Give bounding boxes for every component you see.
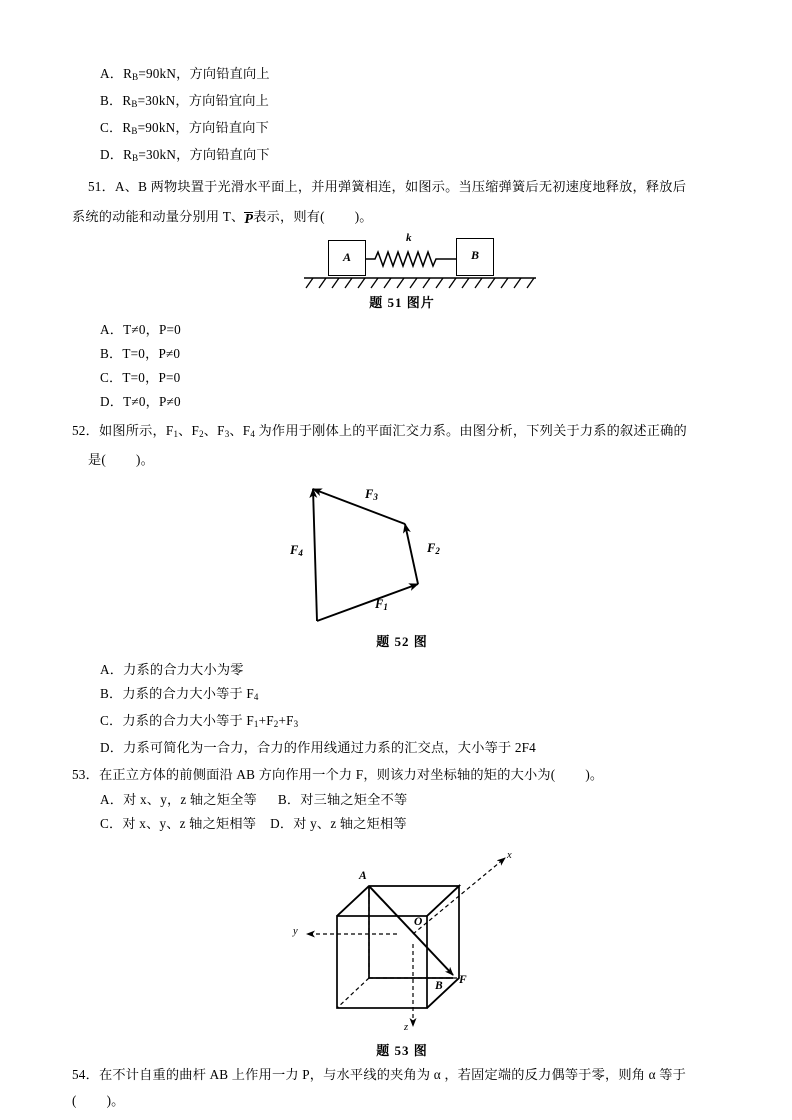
figure-51-caption: 题 51 图片: [369, 295, 435, 310]
option-a: [72, 658, 732, 682]
q52-sub-4: 4: [250, 429, 256, 439]
figure-52-caption: 题 52 图: [376, 634, 428, 649]
option-label: A．: [100, 792, 124, 807]
q53-options-row1: [72, 788, 732, 812]
axis-label-x: x: [507, 850, 512, 861]
block-b: B: [456, 238, 494, 276]
option-text: 力系的合力大小为零: [123, 662, 244, 677]
force-label-f4: $F_4$: [290, 543, 303, 558]
option-c: [72, 366, 732, 390]
option-d: [72, 736, 732, 760]
option-label: C．: [100, 120, 123, 135]
q50-options: [72, 62, 732, 170]
q53-number: 53．: [72, 767, 99, 782]
point-label-b: B: [435, 980, 443, 992]
option-c: [72, 116, 732, 143]
force-label-f2: $F_2$: [427, 541, 440, 556]
option-sub: 4: [253, 692, 259, 702]
option-label: C．: [100, 713, 123, 728]
figure-53: [72, 844, 732, 1056]
page-content: [72, 62, 732, 1114]
q52-stem-line2: [72, 447, 732, 473]
q53-stem: [72, 762, 732, 788]
q53-text: 在正立方体的前侧面沿 AB 方向作用一个力 F，则该力对坐标轴的矩的大小为(: [98, 767, 556, 782]
q52-text-f: 是(: [88, 452, 106, 467]
option-a: [72, 318, 732, 342]
option-label: D．: [100, 147, 124, 162]
q52-sub-3: 3: [224, 429, 230, 439]
option-text: 对 y、z 轴之矩相等: [293, 816, 407, 831]
q51-stem-line2: [72, 200, 732, 234]
figure-51: [72, 234, 732, 312]
option-text: T=0，P=0: [122, 370, 181, 385]
q53-text-tail: )。: [585, 767, 604, 782]
figure-51-stage: [304, 234, 544, 292]
q51-stem-line1: [72, 174, 732, 200]
option-sub: 1: [253, 719, 259, 729]
option-text: 力系的合力大小等于 F: [122, 686, 254, 701]
option-text: $R_B=90kN$，方向铅直向上: [123, 66, 270, 82]
option-label: D．: [100, 740, 124, 755]
option-text: $R_B=30kN$，方向铅直向下: [123, 147, 270, 163]
q52-number: 52．: [72, 423, 99, 438]
option-text: $R_B=90kN$，方向铅直向下: [122, 120, 270, 136]
force-label-f3: $F_3$: [365, 487, 378, 502]
q54-stem-line2: [72, 1088, 732, 1114]
option-text: T=0，P≠0: [122, 346, 181, 361]
option-label: B．: [100, 346, 123, 361]
option-d: [72, 390, 732, 414]
option-label: D．: [270, 816, 294, 831]
option-label: A．: [100, 662, 124, 677]
force-label-f1: $F_1$: [375, 597, 388, 612]
option-c: [72, 709, 732, 736]
option-text: 力系可简化为一合力，合力的作用线通过力系的汇交点，大小等于 2F4: [123, 740, 536, 755]
option-tail: $+F_2+F_3$: [258, 713, 299, 729]
option-label: B．: [100, 93, 123, 108]
ground-hatching: [304, 276, 536, 290]
axis-label-y: y: [293, 926, 298, 937]
force-polygon-diagram: [287, 479, 517, 631]
q54-text-open: (: [72, 1093, 77, 1108]
q52-text-a: 如图所示，F: [98, 423, 174, 438]
option-label: C．: [100, 816, 123, 831]
figure-52-stage: [287, 479, 517, 631]
q54-text: 在不计自重的曲杆 AB 上作用一力 P，与水平线的夹角为 α ，若固定端的反力偶等于零，则角 α 等于: [98, 1067, 687, 1082]
point-label-a: A: [359, 870, 367, 882]
option-text: T≠0，P≠0: [123, 394, 181, 409]
point-label-o: O: [414, 916, 423, 928]
figure-53-caption: 题 53 图: [376, 1043, 428, 1058]
force-label-f: F: [459, 974, 467, 986]
q53-options-row2: [72, 812, 732, 836]
spring-constant-label: k: [406, 232, 412, 244]
q52-sub-1: 1: [173, 429, 179, 439]
vector-p-symbol: P: [244, 212, 254, 227]
q51-text: A、B 两物块置于光滑水平面上，并用弹簧相连，如图示。当压缩弹簧后无初速度地释放，释放后: [114, 179, 687, 194]
q52-text-c: 、F: [203, 423, 225, 438]
q51-options: [72, 318, 732, 414]
q52-text-e: 为作用于刚体上的平面汇交力系。由图分析，下列关于力系的叙述正确的: [255, 423, 687, 438]
option-a: [72, 62, 732, 89]
option-b: [72, 342, 732, 366]
option-label: B．: [100, 686, 123, 701]
option-text: 对 x、y、z 轴之矩相等: [122, 816, 257, 831]
option-label: D．: [100, 394, 124, 409]
option-text: 对 x、y，z 轴之矩全等: [123, 792, 257, 807]
option-b: [72, 89, 732, 116]
axis-label-z: z: [404, 1022, 409, 1033]
q52-text-d: 、F: [229, 423, 251, 438]
option-text: T≠0，P=0: [123, 322, 181, 337]
q51-text-b: 表示，则有(: [253, 209, 325, 224]
option-d: [72, 143, 732, 170]
q54-stem-line1: [72, 1062, 732, 1088]
q52-stem-line1: [72, 418, 732, 447]
option-b: [72, 682, 732, 709]
option-text: 对三轴之矩全不等: [300, 792, 408, 807]
option-label: C．: [100, 370, 123, 385]
q51-number: 51．: [88, 179, 115, 194]
option-text: 力系的合力大小等于 F: [122, 713, 254, 728]
cube-diagram: [287, 844, 537, 1040]
q52-text-g: )。: [135, 452, 154, 467]
option-label: B．: [277, 792, 301, 807]
block-a: A: [328, 240, 366, 276]
q52-sub-2: 2: [199, 429, 204, 439]
option-label: A．: [100, 66, 124, 81]
q54-text-close: )。: [106, 1093, 125, 1108]
q52-text-b: 、F: [178, 423, 200, 438]
spring: [366, 248, 456, 270]
q52-options: [72, 658, 732, 760]
q54-number: 54．: [72, 1067, 99, 1082]
figure-53-stage: [287, 844, 537, 1040]
figure-52: [72, 479, 732, 654]
q51-text-a: 系统的动能和动量分别用 T、: [72, 209, 245, 224]
option-label: A．: [100, 322, 124, 337]
q51-text-c: )。: [354, 209, 373, 224]
option-text: $R_B=30kN$，方向铅宜向上: [122, 93, 270, 109]
